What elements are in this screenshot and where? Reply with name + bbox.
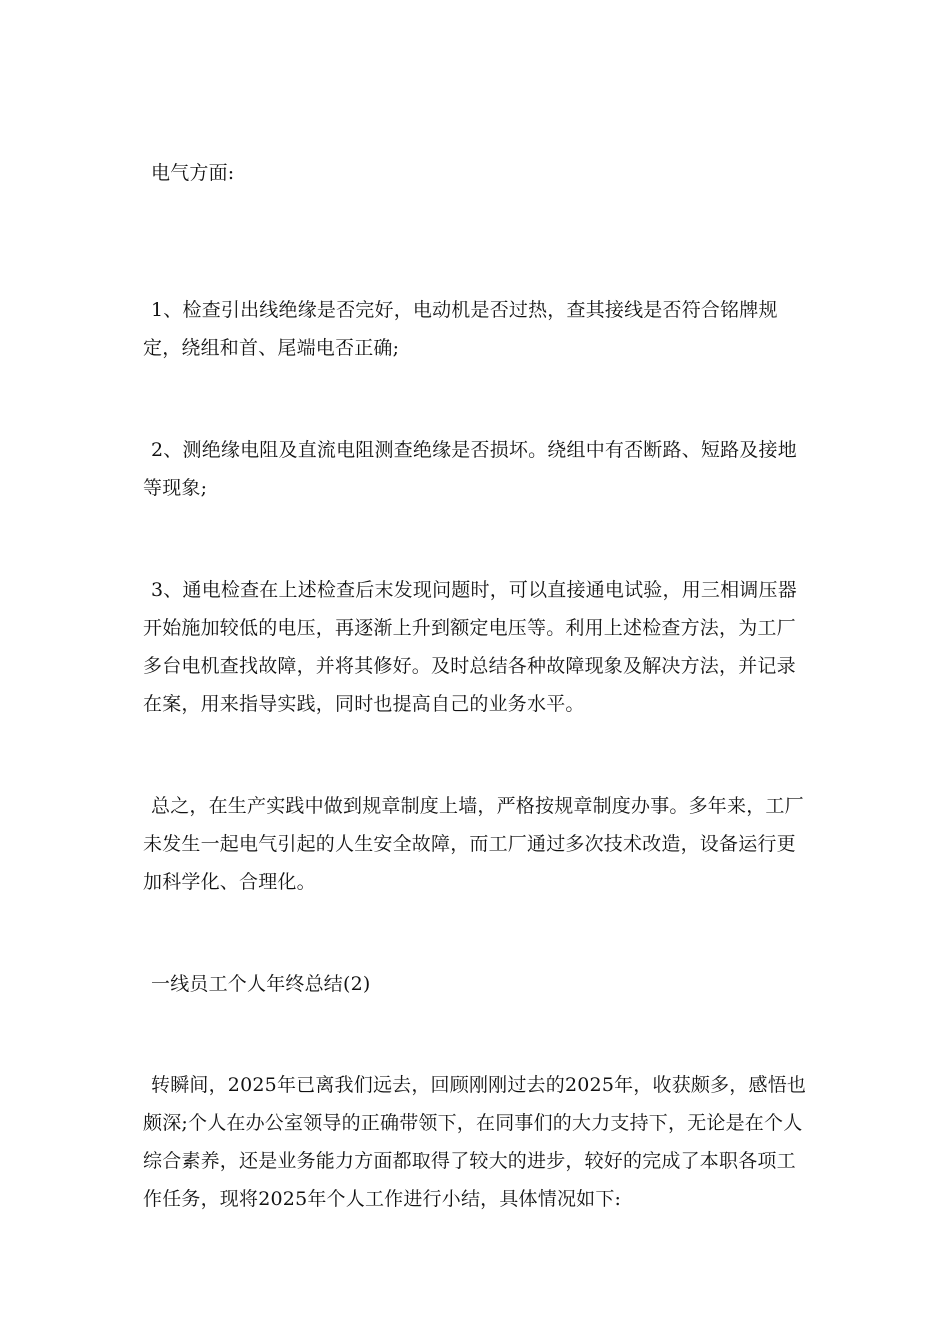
- document-title: 一线员工个人年终总结(2): [151, 973, 371, 995]
- section-heading: 电气方面:: [151, 162, 235, 184]
- intro-paragraph: 转瞬间，2025年已离我们远去，回顾刚刚过去的2025年，收获颇多，感悟也颇深;个人在办公室领导的正确带领下，在同事们的大力支持下，无论是在个人综合素养，还是业务能力方面都取得了较大的进步，较好的完成了本职各项工作任务，现将2025年个人工作进行小结，具体情况如下:: [143, 1074, 807, 1210]
- list-item-1: 1、检查引出线绝缘是否完好，电动机是否过热，查其接线是否符合铭牌规定，绕组和首、尾端电否正确;: [143, 299, 778, 359]
- summary-paragraph: 总之，在生产实践中做到规章制度上墙，严格按规章制度办事。多年来，工厂未发生一起电气引起的人生安全故障，而工厂通过多次技术改造，设备运行更加科学化、合理化。: [143, 795, 804, 893]
- list-item-3: 3、通电检查在上述检查后末发现问题时，可以直接通电试验，用三相调压器开始施加较低的电压，再逐渐上升到额定电压等。利用上述检查方法，为工厂多台电机查找故障，并将其修好。及时总结各种故障现象及解决方法，并记录在案，用来指导实践，同时也提高自己的业务水平。: [143, 579, 797, 715]
- list-item-2: 2、测绝缘电阻及直流电阻测查绝缘是否损坏。绕组中有否断路、短路及接地等现象;: [143, 439, 797, 499]
